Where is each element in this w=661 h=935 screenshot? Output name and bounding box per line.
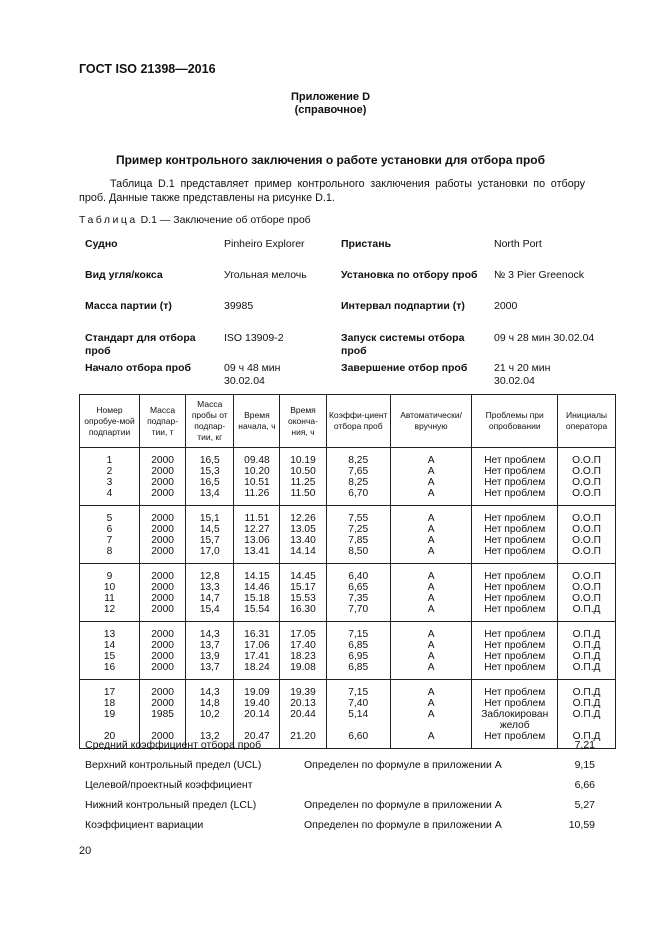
info-value-sublot-interval: 2000 [494,300,518,312]
table-row [80,622,616,641]
cell-end-time: 13.40 [280,535,326,546]
table-row [80,448,616,467]
cell-start-time: 10.51 [234,477,280,488]
cell-end-time: 11.25 [280,477,326,488]
cell-start-time: 14.46 [234,582,280,593]
cell-sampling-ratio: 6,40 [326,564,390,583]
cell-sample-mass: 13,4 [186,488,234,506]
cell-sublot-mass: 2000 [140,524,186,535]
table-row [80,651,616,662]
cell-sampling-ratio: 7,70 [326,604,390,622]
cell-sampling-ratio: 7,40 [326,698,390,709]
cell-sublot-mass: 2000 [140,506,186,525]
cell-end-time: 17.40 [280,640,326,651]
cell-sample-mass: 15,3 [186,466,234,477]
cell-sublot-mass: 2000 [140,622,186,641]
cell-sample-mass: 13,7 [186,662,234,680]
cell-problems: Нет проблем [472,488,558,506]
summary-note-lcl: Определен по формуле в приложении А [304,799,502,811]
cell-sublot-number: 3 [80,477,140,488]
cell-auto-manual: А [390,604,471,622]
cell-sublot-mass: 2000 [140,651,186,662]
cell-auto-manual: А [390,535,471,546]
section-title: Пример контрольного заключения о работе установки для отбора проб [115,153,546,167]
table-row [80,640,616,651]
cell-sublot-number: 12 [80,604,140,622]
cell-operator: О.О.П [558,466,616,477]
cell-operator: О.П.Д [558,680,616,699]
table-row [80,564,616,583]
cell-end-time: 10.19 [280,448,326,467]
cell-end-time: 17.05 [280,622,326,641]
cell-problems: Нет проблем [472,662,558,680]
info-label-coal-type: Вид угля/кокса [85,269,163,281]
cell-start-time: 11.26 [234,488,280,506]
cell-problems: Нет проблем [472,535,558,546]
cell-sublot-mass: 2000 [140,535,186,546]
cell-sublot-mass: 2000 [140,640,186,651]
cell-sample-mass: 16,5 [186,448,234,467]
col-header-end-time: Время оконча-ния, ч [280,395,326,448]
cell-end-time: 18.23 [280,651,326,662]
cell-sublot-number: 5 [80,506,140,525]
cell-sampling-ratio: 7,15 [326,622,390,641]
cell-operator: О.О.П [558,535,616,546]
cell-sample-mass: 15,1 [186,506,234,525]
cell-start-time: 09.48 [234,448,280,467]
cell-end-time: 19.39 [280,680,326,699]
info-value-sampling-end: 21 ч 20 мин 30.02.04 [494,362,551,387]
info-label-sampling-plant: Установка по отбору проб [341,269,478,281]
info-label-sampling-end: Завершение отбор проб [341,362,468,374]
document-header: ГОСТ ISO 21398—2016 [79,62,216,76]
cell-start-time: 16.31 [234,622,280,641]
cell-start-time: 19.09 [234,680,280,699]
cell-problems: Нет проблем [472,448,558,467]
cell-sublot-number: 2 [80,466,140,477]
cell-sample-mass: 15,4 [186,604,234,622]
cell-sampling-ratio: 6,60 [326,731,390,749]
summary-value-cv: 10,59 [568,819,595,831]
cell-sample-mass: 14,8 [186,698,234,709]
cell-operator: О.О.П [558,582,616,593]
cell-operator: О.П.Д [558,698,616,709]
cell-sublot-number: 8 [80,546,140,564]
cell-problems: Нет проблем [472,731,558,749]
cell-sample-mass: 14,7 [186,593,234,604]
cell-operator: О.О.П [558,564,616,583]
cell-problems: Нет проблем [472,477,558,488]
cell-start-time: 20.47 [234,731,280,749]
cell-sampling-ratio: 6,85 [326,640,390,651]
table-row [80,488,616,506]
table-row [80,680,616,699]
summary-note-cv: Определен по формуле в приложении А [304,819,502,831]
cell-end-time: 11.50 [280,488,326,506]
cell-sample-mass: 12,8 [186,564,234,583]
cell-sublot-number: 16 [80,662,140,680]
table-caption-rest: D.1 — Заключение об отборе проб [137,214,311,226]
cell-sampling-ratio: 6,70 [326,488,390,506]
cell-sampling-ratio: 6,65 [326,582,390,593]
cell-problems: Нет проблем [472,680,558,699]
table-row [80,535,616,546]
cell-sublot-number: 9 [80,564,140,583]
cell-sampling-ratio: 7,25 [326,524,390,535]
sampling-table [79,394,616,749]
cell-operator: О.П.Д [558,622,616,641]
cell-start-time: 13.41 [234,546,280,564]
table-row [80,477,616,488]
cell-auto-manual: А [390,564,471,583]
cell-sublot-mass: 2000 [140,604,186,622]
col-header-auto-manual: Автоматически/ вручную [390,395,471,448]
cell-end-time: 21.20 [280,731,326,749]
cell-auto-manual: А [390,622,471,641]
cell-operator: О.О.П [558,506,616,525]
cell-sublot-number: 11 [80,593,140,604]
cell-sampling-ratio: 8,25 [326,448,390,467]
cell-end-time: 15.53 [280,593,326,604]
table-row [80,709,616,731]
cell-auto-manual: А [390,466,471,477]
cell-end-time: 16.30 [280,604,326,622]
cell-problems: Нет проблем [472,622,558,641]
cell-sample-mass: 13,2 [186,731,234,749]
table-header-row [80,395,616,448]
cell-sample-mass: 13,3 [186,582,234,593]
cell-sample-mass: 13,7 [186,640,234,651]
cell-problems: Нет проблем [472,651,558,662]
cell-start-time: 17.41 [234,651,280,662]
cell-start-time: 11.51 [234,506,280,525]
cell-auto-manual: А [390,680,471,699]
cell-auto-manual: А [390,593,471,604]
cell-sublot-mass: 2000 [140,680,186,699]
annex-title: Приложение D [290,91,371,103]
cell-sublot-mass: 2000 [140,593,186,604]
cell-auto-manual: А [390,640,471,651]
cell-sublot-mass: 1985 [140,709,186,731]
info-label-lot-mass: Масса партии (т) [85,300,172,312]
cell-sampling-ratio: 8,25 [326,477,390,488]
summary-value-lcl: 5,27 [574,799,595,811]
cell-sublot-number: 10 [80,582,140,593]
cell-problems: Нет проблем [472,582,558,593]
cell-sample-mass: 15,7 [186,535,234,546]
col-header-start-time: Время начала, ч [234,395,280,448]
table-group [80,622,616,680]
cell-sublot-mass: 2000 [140,477,186,488]
info-value-berth: North Port [494,238,542,250]
col-header-sampling-ratio: Коэффи-циент отбора проб [326,395,390,448]
cell-start-time: 15.54 [234,604,280,622]
table-group [80,448,616,506]
cell-sublot-mass: 2000 [140,466,186,477]
cell-start-time: 15.18 [234,593,280,604]
table-row [80,546,616,564]
info-label-berth: Пристань [341,238,392,250]
cell-sublot-number: 15 [80,651,140,662]
table-row [80,506,616,525]
table-row [80,582,616,593]
cell-end-time: 15.17 [280,582,326,593]
cell-sample-mass: 17,0 [186,546,234,564]
cell-auto-manual: А [390,448,471,467]
cell-sampling-ratio: 7,55 [326,506,390,525]
info-value-standard: ISO 13909-2 [224,332,284,344]
summary-value-mean: 7,21 [574,739,595,751]
table-row [80,698,616,709]
cell-sublot-number: 7 [80,535,140,546]
cell-sublot-mass: 2000 [140,582,186,593]
cell-auto-manual: А [390,582,471,593]
cell-auto-manual: А [390,651,471,662]
cell-auto-manual: А [390,477,471,488]
cell-end-time: 14.14 [280,546,326,564]
cell-sample-mass: 14,3 [186,680,234,699]
cell-operator: О.П.Д [558,640,616,651]
cell-sampling-ratio: 5,14 [326,709,390,731]
table-caption-prefix: Таблица [79,214,138,226]
cell-sampling-ratio: 8,50 [326,546,390,564]
cell-auto-manual: А [390,546,471,564]
cell-sublot-number: 4 [80,488,140,506]
summary-value-target: 6,66 [574,779,595,791]
cell-auto-manual: А [390,488,471,506]
cell-sample-mass: 16,5 [186,477,234,488]
cell-start-time: 20.14 [234,709,280,731]
info-value-coal-type: Угольная мелочь [224,269,307,281]
summary-value-ucl: 9,15 [574,759,595,771]
cell-problems: Нет проблем [472,640,558,651]
cell-auto-manual: А [390,662,471,680]
col-header-problems: Проблемы при опробовании [472,395,558,448]
cell-sample-mass: 14,3 [186,622,234,641]
cell-sample-mass: 13,9 [186,651,234,662]
cell-sublot-number: 13 [80,622,140,641]
summary-label-cv: Коэффициент вариации [85,819,204,831]
cell-auto-manual: А [390,506,471,525]
cell-auto-manual: А [390,709,471,731]
col-header-sublot-mass: Масса подпар-тии, т [140,395,186,448]
table-row [80,604,616,622]
cell-sampling-ratio: 7,65 [326,466,390,477]
cell-sublot-number: 14 [80,640,140,651]
cell-start-time: 19.40 [234,698,280,709]
table-group [80,564,616,622]
cell-sublot-number: 6 [80,524,140,535]
cell-auto-manual: А [390,731,471,749]
cell-problems: Нет проблем [472,506,558,525]
cell-sampling-ratio: 7,35 [326,593,390,604]
info-value-vessel: Pinheiro Explorer [224,238,305,250]
cell-start-time: 13.06 [234,535,280,546]
table-caption [79,214,311,226]
col-header-operator: Инициалы оператора [558,395,616,448]
cell-problems: Нет проблем [472,524,558,535]
cell-sublot-number: 1 [80,448,140,467]
cell-sublot-number: 19 [80,709,140,731]
cell-end-time: 12.26 [280,506,326,525]
cell-problems: Нет проблем [472,466,558,477]
cell-end-time: 13.05 [280,524,326,535]
cell-sampling-ratio: 7,85 [326,535,390,546]
cell-operator: О.П.Д [558,651,616,662]
summary-label-lcl: Нижний контрольный предел (LCL) [85,799,257,811]
cell-sampling-ratio: 6,95 [326,651,390,662]
info-label-vessel: Судно [85,238,118,250]
cell-sample-mass: 10,2 [186,709,234,731]
cell-sublot-mass: 2000 [140,546,186,564]
cell-sublot-number: 18 [80,698,140,709]
cell-sample-mass: 14,5 [186,524,234,535]
cell-start-time: 18.24 [234,662,280,680]
info-value-sampling-plant: № 3 Pier Greenock [494,269,585,281]
info-value-lot-mass: 39985 [224,300,254,312]
cell-operator: О.П.Д [558,604,616,622]
page-number: 20 [79,845,92,857]
intro-paragraph: Таблица D.1 представляет пример контрольного заключения работы установки по отбору проб. Данные также представлены на рисунке D.1. [79,178,585,204]
cell-sublot-number: 20 [80,731,140,749]
cell-end-time: 20.44 [280,709,326,731]
cell-auto-manual: А [390,698,471,709]
cell-operator: О.О.П [558,488,616,506]
cell-end-time: 19.08 [280,662,326,680]
table-row [80,466,616,477]
cell-operator: О.П.Д [558,709,616,731]
table-row [80,662,616,680]
table-row [80,593,616,604]
cell-sublot-mass: 2000 [140,731,186,749]
info-value-sampling-start: 09 ч 48 мин 30.02.04 [224,362,281,387]
summary-label-ucl: Верхний контрольный предел (UCL) [85,759,262,771]
cell-operator: О.О.П [558,524,616,535]
cell-sublot-number: 17 [80,680,140,699]
cell-operator: О.О.П [558,477,616,488]
cell-sublot-mass: 2000 [140,448,186,467]
summary-note-ucl: Определен по формуле в приложении А [304,759,502,771]
table-group [80,506,616,564]
cell-operator: О.О.П [558,448,616,467]
cell-problems: Нет проблем [472,546,558,564]
cell-sampling-ratio: 7,15 [326,680,390,699]
info-label-sampling-start: Начало отбора проб [85,362,191,374]
summary-label-target: Целевой/проектный коэффициент [85,779,253,791]
cell-start-time: 12.27 [234,524,280,535]
annex-subtitle: (справочное) [294,104,367,116]
info-label-sublot-interval: Интервал подпартии (т) [341,300,465,312]
cell-problems: Нет проблем [472,604,558,622]
cell-problems: Нет проблем [472,593,558,604]
info-label-system-start: Запуск системы отбора проб [341,332,465,357]
cell-start-time: 10.20 [234,466,280,477]
cell-problems: Нет проблем [472,564,558,583]
cell-sublot-mass: 2000 [140,564,186,583]
table-row [80,524,616,535]
info-value-system-start: 09 ч 28 мин 30.02.04 [494,332,595,344]
col-header-sample-mass: Масса пробы от подпар-тии, кг [186,395,234,448]
cell-problems: Нет проблем [472,698,558,709]
cell-operator: О.О.П [558,546,616,564]
info-label-standard: Стандарт для отбора проб [85,332,196,357]
cell-end-time: 14.45 [280,564,326,583]
cell-sampling-ratio: 6,85 [326,662,390,680]
cell-sublot-mass: 2000 [140,488,186,506]
cell-operator: О.П.Д [558,731,616,749]
cell-operator: О.П.Д [558,662,616,680]
cell-sublot-mass: 2000 [140,662,186,680]
summary-label-mean: Средний коэффициент отбора проб [85,739,262,751]
cell-sublot-mass: 2000 [140,698,186,709]
cell-problems: Заблокирован желоб [472,709,558,731]
cell-end-time: 10.50 [280,466,326,477]
cell-start-time: 14.15 [234,564,280,583]
cell-operator: О.О.П [558,593,616,604]
cell-end-time: 20.13 [280,698,326,709]
col-header-sublot-number: Номер опробуе-мой подпартии [80,395,140,448]
cell-auto-manual: А [390,524,471,535]
cell-start-time: 17.06 [234,640,280,651]
